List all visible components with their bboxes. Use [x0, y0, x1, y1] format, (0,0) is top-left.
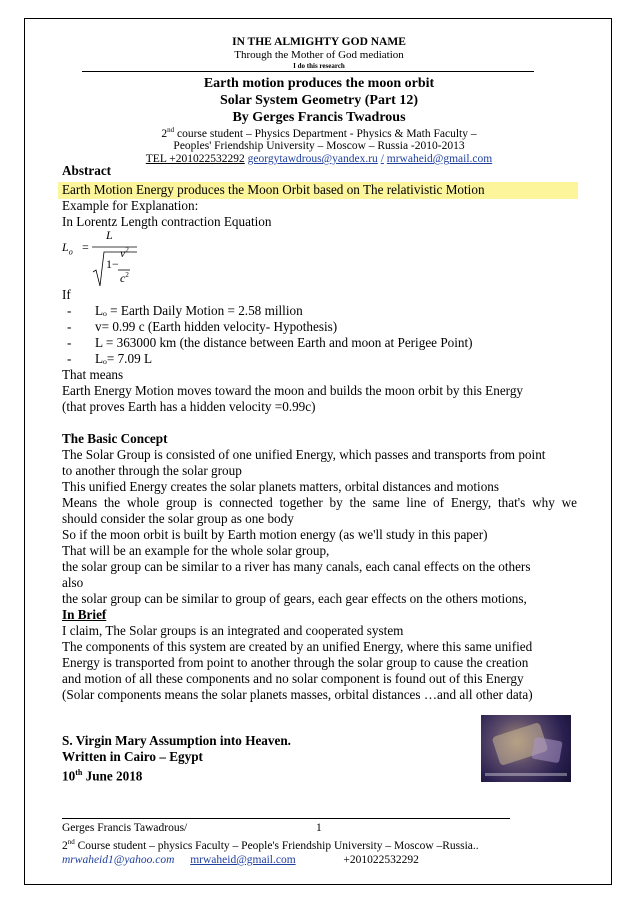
abstract-highlight: Earth Motion Energy produces the Moon Orbit based on The relativistic Motion	[62, 182, 485, 197]
title-line-2: Solar System Geometry (Part 12)	[219, 93, 419, 108]
footer-email-1[interactable]: mrwaheid1@yahoo.com	[62, 854, 175, 866]
footer-email-2[interactable]: mrwaheid@gmail.com	[190, 854, 296, 866]
closing-line-1: S. Virgin Mary Assumption into Heaven.	[62, 733, 291, 748]
basic-para: Means the whole group is connected together by the same line of Energy, that's why we	[62, 495, 577, 510]
header-line-1: IN THE ALMIGHTY GOD NAME	[232, 36, 406, 48]
means-line-2: Earth Energy Motion moves toward the moon and builds the moon orbit by this Energy	[62, 383, 524, 398]
if-label: If	[62, 287, 71, 302]
footer-course: 2nd Course student – physics Faculty – People's Friendship University – Moscow –Russia..	[62, 838, 479, 852]
eq-numerator: L	[106, 228, 113, 242]
footer-author: Gerges Francis Tawadrous/	[62, 822, 188, 834]
affiliation-line-1: 2nd course student – Physics Department - Physics & Math Faculty –	[161, 126, 477, 140]
eq-v: $v^2$	[120, 246, 129, 260]
brief-heading: In Brief	[62, 607, 107, 622]
page-number: 1	[316, 822, 322, 834]
footer-rule	[62, 818, 510, 819]
header-rule	[82, 71, 534, 72]
basic-para: also	[62, 575, 84, 590]
closing-line-2: Written in Cairo – Egypt	[62, 749, 203, 764]
basic-para: to another through the solar group	[62, 463, 242, 478]
abstract-line-2: In Lorentz Length contraction Equation	[62, 214, 272, 229]
eq-c: $c^2$	[120, 271, 129, 285]
phone-number: TEL +201022532292	[145, 153, 245, 165]
abstract-line-1: Example for Explanation:	[62, 198, 199, 213]
brief-line: and motion of all these components and no solar component is found out of this Energy	[62, 671, 524, 686]
means-line-1: That means	[62, 367, 124, 382]
brief-line: (Solar components means the solar planets masses, orbital distances …and all other data)	[62, 687, 533, 702]
bullet-item: - L = 363000 km (the distance between Earth and moon at Perigee Point)	[67, 335, 473, 350]
basic-para: This unified Energy creates the solar planets matters, orbital distances and motions	[62, 479, 500, 494]
email-link-2[interactable]: mrwaheid@gmail.com	[386, 153, 493, 165]
brief-line: The components of this system are created by an unified Energy, where this same unified	[62, 639, 533, 654]
header-line-2: Through the Mother of God mediation	[234, 49, 404, 61]
means-line-3: (that proves Earth has a hidden velocity =0.99c)	[62, 399, 316, 414]
footer-contact	[62, 854, 419, 866]
footer-phone: +201022532292	[343, 854, 419, 866]
closing-date: 10th June 2018	[62, 768, 143, 784]
bullet-item: - Lₒ = Earth Daily Motion = 2.58 million	[67, 303, 303, 318]
brief-line: Energy is transported from point to another through the solar group to cause the creation	[62, 655, 529, 670]
brief-line: I claim, The Solar groups is an integrated and cooperated system	[62, 623, 404, 638]
author-byline: By Gerges Francis Twadrous	[232, 110, 406, 125]
affiliation-line-2: Peoples' Friendship University – Moscow – Russia -2010-2013	[173, 140, 465, 152]
lorentz-equation	[62, 228, 142, 286]
basic-heading: The Basic Concept	[62, 431, 168, 446]
bullet-item: - Lₒ= 7.09 L	[67, 351, 153, 366]
eq-one-minus: 1−	[106, 257, 119, 271]
basic-para: The Solar Group is consisted of one unified Energy, which passes and transports from point	[62, 447, 546, 462]
basic-para: So if the moon orbit is built by Earth motion energy (as we'll study in this paper)	[62, 527, 488, 542]
bullet-item: - v= 0.99 c (Earth hidden velocity- Hypothesis)	[67, 319, 338, 334]
basic-para: the solar group can be similar to a river has many canals, each canal effects on the others	[62, 559, 531, 574]
abstract-heading: Abstract	[62, 163, 112, 178]
eq-equals: =	[82, 240, 89, 254]
basic-para: That will be an example for the whole solar group,	[62, 543, 330, 558]
email-link-1[interactable]: georgytawdrous@yandex.ru	[247, 153, 378, 165]
basic-para: the solar group can be similar to group of gears, each gear effects on the others motions,	[62, 591, 527, 606]
basic-para: should consider the solar group as one body	[62, 511, 294, 526]
title-line-1: Earth motion produces the moon orbit	[203, 76, 435, 91]
eq-lo: $L_o$	[62, 240, 73, 257]
header-line-3: I do this research	[293, 62, 345, 70]
space-thumbnail-image	[481, 715, 571, 782]
email-separator: /	[380, 153, 384, 165]
